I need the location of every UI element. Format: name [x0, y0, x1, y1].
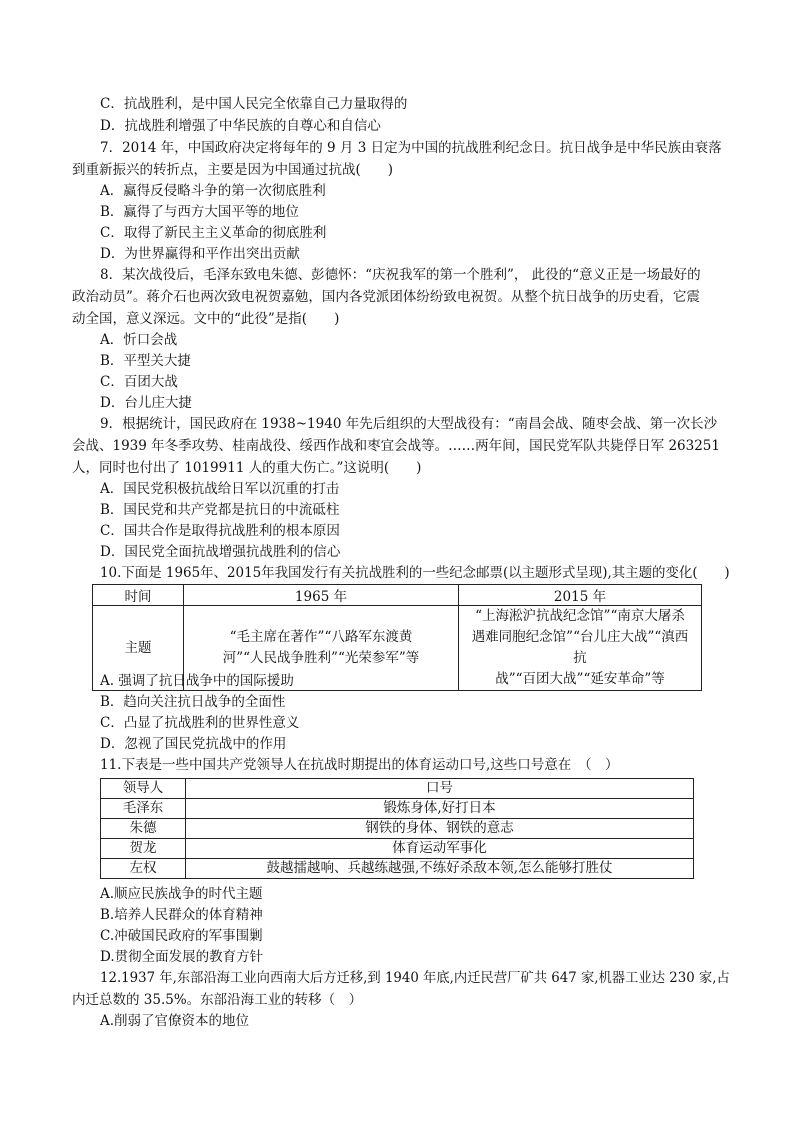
question-8-line1: 8．某次战役后，毛泽东致电朱德、彭德怀：“庆祝我军的第一个胜利”， 此役的“意义正是一场最好的: [100, 267, 701, 283]
table-row-leader: 朱德: [101, 819, 186, 839]
theme-1965-line2: 河”“人民战争胜利”“光荣参军”等: [222, 650, 420, 666]
question-8-option-b: B．平型关大捷: [100, 353, 191, 369]
question-8-option-a: A．忻口会战: [100, 332, 178, 348]
table-row-leader: 左权: [101, 859, 186, 879]
question-11-option-b: B.培养人民群众的体育精神: [100, 907, 263, 923]
question-11-option-c: C.冲破国民政府的军事围剿: [100, 928, 263, 944]
question-7-option-a: A．赢得反侵略斗争的第一次彻底胜利: [100, 183, 326, 199]
question-12-line1: 12.1937 年,东部沿海工业向西南大后方迁移,到 1940 年底,内迁民营厂矿共 647 家,机器工业达 230 家,占: [100, 970, 730, 986]
slogan-table: [100, 778, 694, 879]
table-row-slogan: 鼓越擂越响、兵越练越强,不练好杀敌本领,怎么能够打胜仗: [186, 859, 694, 879]
question-11-stem: 11.下表是一些中国共产党领导人在抗战时期提出的体育运动口号,这些口号意在 （ ）: [100, 757, 619, 773]
table-header-time: 时间: [93, 585, 184, 606]
table-row-slogan: 体育运动军事化: [186, 839, 694, 859]
table-row-leader: 贺龙: [101, 839, 186, 859]
question-8-line2: 政治动员”。蒋介石也两次致电祝贺嘉勉，国内各党派团体纷纷致电祝贺。从整个抗日战争的历史看，它震: [72, 289, 700, 305]
option-7d-prev: D．抗战胜利增强了中华民族的自尊心和自信心: [100, 118, 381, 134]
question-10-option-a: A. 强调了抗日战争中的国际援助: [100, 673, 294, 689]
table-cell-2015-themes: [459, 606, 702, 691]
question-8-option-d: D．台儿庄大捷: [100, 395, 192, 411]
question-7-option-c: C．取得了新民主主义革命的彻底胜利: [100, 225, 327, 241]
question-10-option-b: B．趋向关注抗日战争的全面性: [100, 694, 286, 710]
question-9-option-d: D．国民党全面抗战增强抗战胜利的信心: [100, 544, 341, 560]
table-row-leader: 毛泽东: [101, 799, 186, 819]
question-11-option-d: D.贯彻全面发展的教育方针: [100, 949, 264, 965]
question-8-line3: 动全国，意义深远。文中的“此役”是指( ): [72, 311, 340, 327]
question-10-option-d: D．忽视了国民党抗战中的作用: [100, 736, 287, 752]
theme-2015-line3: 战”“百团大战”“延安革命”等: [495, 671, 665, 687]
option-7c-prev: C．抗战胜利，是中国人民完全依靠自己力量取得的: [100, 96, 408, 112]
question-9-option-b: B．国民党和共产党都是抗日的中流砥柱: [100, 502, 340, 518]
theme-2015-line2: 遇难同胞纪念馆”“台儿庄大战”“滇西抗: [471, 629, 689, 666]
question-12-line2: 内迁总数的 35.5%。东部沿海工业的转移（ ）: [72, 992, 363, 1008]
table-header-1965: 1965 年: [184, 585, 459, 606]
table-header-slogan: 口号: [186, 779, 694, 799]
question-7-option-b: B．赢得了与西方大国平等的地位: [100, 204, 299, 220]
table-row-slogan: 锻炼身体,好打日本: [186, 799, 694, 819]
question-11-option-a: A.顺应民族战争的时代主题: [100, 886, 263, 902]
table-header-2015: 2015 年: [459, 585, 702, 606]
question-9-line2: 会战、1939 年冬季攻势、桂南战役、绥西作战和枣宜会战等。……两年间，国民党军队共毙俘日军 263251: [72, 438, 720, 454]
question-10-option-c: C．凸显了抗战胜利的世界性意义: [100, 715, 300, 731]
theme-1965-line1: “毛主席在著作”“八路军东渡黄: [229, 629, 413, 645]
question-7-option-d: D．为世界赢得和平作出突出贡献: [100, 246, 300, 262]
question-9-line3: 人，同时也付出了 1019911 人的重大伤亡。”这说明( ): [72, 460, 422, 476]
question-7-line2: 到重新振兴的转折点，主要是因为中国通过抗战( ): [72, 162, 394, 178]
question-7-line1: 7．2014 年，中国政府决定将每年的 9 月 3 日定为中国的抗战胜利纪念日。抗日战争是中华民族由衰落: [100, 140, 722, 156]
question-9-option-a: A．国民党积极抗战给日军以沉重的打击: [100, 481, 340, 497]
question-9-option-c: C．国共合作是取得抗战胜利的根本原因: [100, 523, 340, 539]
question-9-line1: 9．根据统计，国民政府在 1938~1940 年先后组织的大型战役有：“南昌会战、随枣会战、第一次长沙: [100, 416, 718, 432]
theme-2015-line1: “上海淞沪抗战纪念馆”“南京大屠杀: [475, 608, 685, 624]
question-10-stem: 10.下面是 1965年、2015年我国发行有关抗战胜利的一些纪念邮票(以主题形式呈现),其主题的变化( ): [100, 565, 730, 581]
question-8-option-c: C．百团大战: [100, 374, 178, 390]
question-12-option-a: A.削弱了官僚资本的地位: [100, 1013, 250, 1029]
table-row-label-theme: 主题: [93, 606, 184, 691]
table-row-slogan: 钢铁的身体、钢铁的意志: [186, 819, 694, 839]
table-header-leader: 领导人: [101, 779, 186, 799]
